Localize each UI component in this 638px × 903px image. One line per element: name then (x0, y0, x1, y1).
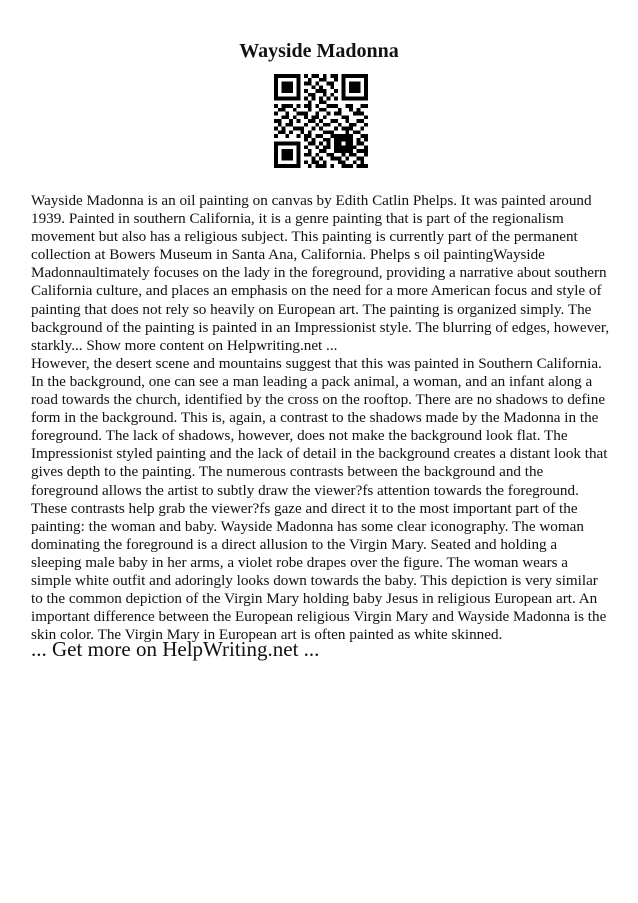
article-body (31, 192, 611, 644)
get-more-link[interactable]: ... Get more on HelpWriting.net ... (31, 637, 320, 661)
paragraph-analysis: However, the desert scene and mountains suggest that this was painted in Southern California. In the background, one can see a man leading a pack animal, a woman, and an infant along a road towards the church, identified by the cross on the rooftop. There are no shadows to define form in the background. This is, again, a contrast to the shadows made by the Madonna in the foreground. The lack of shadows, however, does not make the background look flat. The Impressionist styled painting and the lack of detail in the background creates a distant look that gives depth to the painting. The numerous contrasts between the background and the foreground allows the artist to subtly draw the viewer?fs attention towards the foreground. These contrasts help grab the viewer?fs gaze and direct it to the most important part of the painting: the woman and baby. Wayside Madonna has some clear iconography. The woman dominating the foreground is a direct allusion to the Virgin Mary. Seated and holding a sleeping male baby in her arms, a violet robe drapes over the figure. The woman wears a simple white outfit and adoringly looks down towards the baby. This depiction is very similar to the common depiction of the Virgin Mary holding baby Jesus in religious European art. An important difference between the European religious Virgin Mary and Wayside Madonna is the skin color. The Virgin Mary in European art is often painted as white skinned. (31, 354, 608, 644)
paragraph-intro: Wayside Madonna is an oil painting on canvas by Edith Catlin Phelps. It was painted around 1939. Painted in southern California, it is a genre painting that is part of the regionalism movement but also has a religious subject. This painting is currently part of the permanent collection at Bowers Museum in Santa Ana, California. Phelps s oil paintingWayside Madonnaultimately focuses on the lady in the foreground, providing a narrative about southern California culture, and places an emphasis on the need for a more American focus and style of painting that does not rely so heavily on European art. The painting is organized simply. The background of the painting is painted in an Impressionist style. The blurring of edges, however, starkly... Show more content on Helpwriting.net ... (31, 192, 610, 354)
qr-code-icon[interactable] (274, 74, 368, 168)
document-title: Wayside Madonna (239, 40, 399, 62)
